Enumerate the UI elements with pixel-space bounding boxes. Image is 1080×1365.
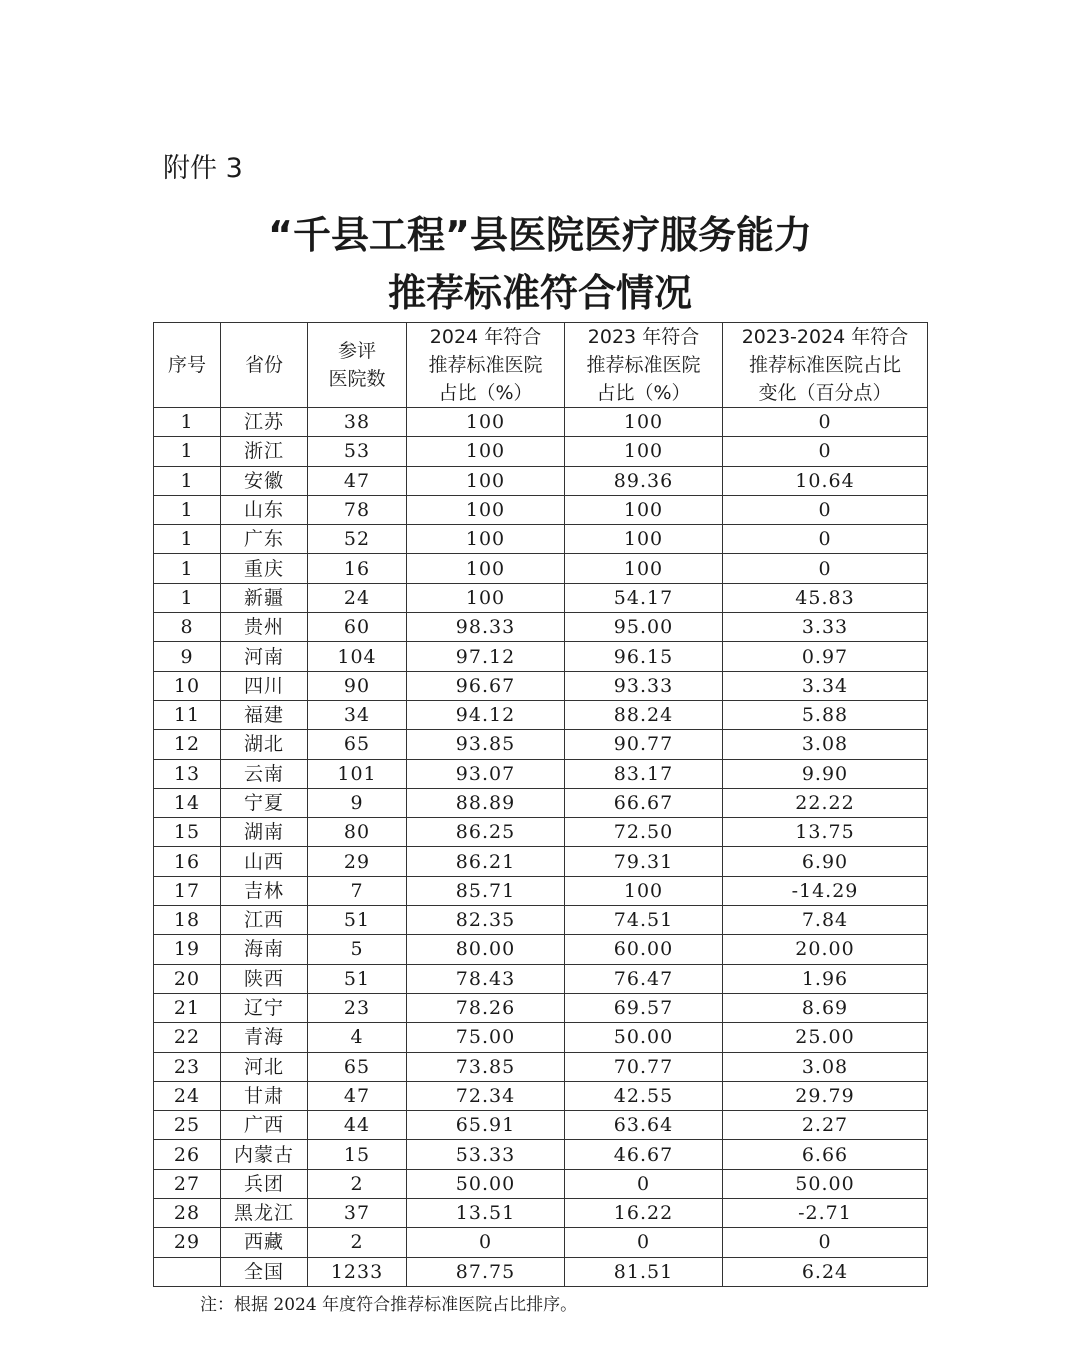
cell-change: 9.90: [723, 759, 928, 788]
cell-change: 0: [723, 554, 928, 583]
cell-change: 3.34: [723, 671, 928, 700]
table-row: [154, 495, 928, 524]
table-row: [154, 1111, 928, 1140]
cell-hospital-count: 47: [308, 1081, 407, 1110]
cell-index: 22: [154, 1023, 221, 1052]
cell-2024-ratio: 0: [407, 1228, 565, 1257]
cell-2024-ratio: 88.89: [407, 788, 565, 817]
cell-2024-ratio: 53.33: [407, 1140, 565, 1169]
cell-index: 28: [154, 1199, 221, 1228]
cell-hospital-count: 23: [308, 993, 407, 1022]
cell-2023-ratio: 63.64: [565, 1111, 723, 1140]
cell-2023-ratio: 100: [565, 495, 723, 524]
cell-hospital-count: 80: [308, 818, 407, 847]
cell-province: 广西: [221, 1111, 308, 1140]
cell-hospital-count: 53: [308, 437, 407, 466]
cell-2023-ratio: 54.17: [565, 583, 723, 612]
cell-index: 16: [154, 847, 221, 876]
cell-index: 13: [154, 759, 221, 788]
cell-2023-ratio: 95.00: [565, 613, 723, 642]
cell-2023-ratio: 90.77: [565, 730, 723, 759]
table-row: [154, 759, 928, 788]
cell-2023-ratio: 0: [565, 1169, 723, 1198]
cell-2023-ratio: 83.17: [565, 759, 723, 788]
cell-index: 18: [154, 906, 221, 935]
cell-index: 24: [154, 1081, 221, 1110]
table-header-row: [154, 323, 928, 408]
cell-province: 山东: [221, 495, 308, 524]
cell-2024-ratio: 93.07: [407, 759, 565, 788]
cell-index: 27: [154, 1169, 221, 1198]
header-hospital-count: 参评 医院数: [308, 323, 407, 408]
cell-index: 17: [154, 876, 221, 905]
cell-province: 云南: [221, 759, 308, 788]
table-row: [154, 408, 928, 437]
table-row: [154, 1257, 928, 1286]
cell-2024-ratio: 100: [407, 525, 565, 554]
cell-province: 贵州: [221, 613, 308, 642]
cell-index: 21: [154, 993, 221, 1022]
cell-2024-ratio: 13.51: [407, 1199, 565, 1228]
cell-2024-ratio: 73.85: [407, 1052, 565, 1081]
cell-index: 11: [154, 700, 221, 729]
cell-2023-ratio: 42.55: [565, 1081, 723, 1110]
cell-index: 15: [154, 818, 221, 847]
cell-change: 1.96: [723, 964, 928, 993]
cell-hospital-count: 9: [308, 788, 407, 817]
cell-province: 黑龙江: [221, 1199, 308, 1228]
cell-province: 山西: [221, 847, 308, 876]
cell-change: 3.08: [723, 730, 928, 759]
cell-index: 29: [154, 1228, 221, 1257]
cell-index: 14: [154, 788, 221, 817]
header-change: 2023-2024 年符合 推荐标准医院占比 变化（百分点）: [723, 323, 928, 408]
cell-2023-ratio: 0: [565, 1228, 723, 1257]
table-row: [154, 1199, 928, 1228]
table-body: [154, 408, 928, 1287]
cell-change: 0: [723, 437, 928, 466]
cell-index: 12: [154, 730, 221, 759]
cell-2024-ratio: 65.91: [407, 1111, 565, 1140]
table-row: [154, 554, 928, 583]
table-row: [154, 525, 928, 554]
cell-change: 20.00: [723, 935, 928, 964]
cell-province: 内蒙古: [221, 1140, 308, 1169]
cell-2023-ratio: 70.77: [565, 1052, 723, 1081]
cell-hospital-count: 37: [308, 1199, 407, 1228]
cell-province: 安徽: [221, 466, 308, 495]
cell-province: 甘肃: [221, 1081, 308, 1110]
cell-2023-ratio: 93.33: [565, 671, 723, 700]
cell-province: 西藏: [221, 1228, 308, 1257]
cell-2023-ratio: 100: [565, 525, 723, 554]
cell-2024-ratio: 100: [407, 408, 565, 437]
cell-change: 0.97: [723, 642, 928, 671]
cell-index: [154, 1257, 221, 1286]
cell-province: 浙江: [221, 437, 308, 466]
cell-hospital-count: 38: [308, 408, 407, 437]
header-index: 序号: [154, 323, 221, 408]
cell-2024-ratio: 86.25: [407, 818, 565, 847]
cell-2024-ratio: 86.21: [407, 847, 565, 876]
cell-change: 0: [723, 408, 928, 437]
cell-2024-ratio: 82.35: [407, 906, 565, 935]
cell-change: 2.27: [723, 1111, 928, 1140]
footnote: 注：根据 2024 年度符合推荐标准医院占比排序。: [200, 1295, 578, 1315]
table-row: [154, 876, 928, 905]
cell-2024-ratio: 97.12: [407, 642, 565, 671]
cell-change: 6.24: [723, 1257, 928, 1286]
cell-2024-ratio: 80.00: [407, 935, 565, 964]
cell-2023-ratio: 69.57: [565, 993, 723, 1022]
cell-2024-ratio: 93.85: [407, 730, 565, 759]
table-row: [154, 730, 928, 759]
cell-hospital-count: 2: [308, 1169, 407, 1198]
cell-2024-ratio: 50.00: [407, 1169, 565, 1198]
cell-2024-ratio: 96.67: [407, 671, 565, 700]
cell-province: 海南: [221, 935, 308, 964]
cell-province: 兵团: [221, 1169, 308, 1198]
cell-change: 25.00: [723, 1023, 928, 1052]
cell-province: 陕西: [221, 964, 308, 993]
cell-2023-ratio: 50.00: [565, 1023, 723, 1052]
table-row: [154, 437, 928, 466]
table-row: [154, 613, 928, 642]
table-row: [154, 906, 928, 935]
cell-hospital-count: 24: [308, 583, 407, 612]
cell-index: 1: [154, 437, 221, 466]
cell-2023-ratio: 89.36: [565, 466, 723, 495]
table-row: [154, 1023, 928, 1052]
cell-hospital-count: 52: [308, 525, 407, 554]
cell-2024-ratio: 72.34: [407, 1081, 565, 1110]
cell-2023-ratio: 88.24: [565, 700, 723, 729]
cell-hospital-count: 2: [308, 1228, 407, 1257]
cell-hospital-count: 90: [308, 671, 407, 700]
cell-2023-ratio: 96.15: [565, 642, 723, 671]
cell-index: 26: [154, 1140, 221, 1169]
cell-province: 宁夏: [221, 788, 308, 817]
cell-hospital-count: 65: [308, 1052, 407, 1081]
table-row: [154, 993, 928, 1022]
cell-province: 重庆: [221, 554, 308, 583]
cell-change: -14.29: [723, 876, 928, 905]
table-row: [154, 1169, 928, 1198]
cell-change: 6.90: [723, 847, 928, 876]
cell-2023-ratio: 100: [565, 554, 723, 583]
cell-change: 8.69: [723, 993, 928, 1022]
cell-hospital-count: 1233: [308, 1257, 407, 1286]
cell-index: 1: [154, 554, 221, 583]
cell-change: 0: [723, 495, 928, 524]
cell-hospital-count: 44: [308, 1111, 407, 1140]
table-row: [154, 1052, 928, 1081]
cell-hospital-count: 5: [308, 935, 407, 964]
header-2023-ratio: 2023 年符合 推荐标准医院 占比（%）: [565, 323, 723, 408]
cell-hospital-count: 29: [308, 847, 407, 876]
cell-2024-ratio: 100: [407, 437, 565, 466]
cell-index: 19: [154, 935, 221, 964]
cell-hospital-count: 65: [308, 730, 407, 759]
cell-hospital-count: 47: [308, 466, 407, 495]
table-row: [154, 671, 928, 700]
table-row: [154, 964, 928, 993]
cell-province: 全国: [221, 1257, 308, 1286]
cell-province: 辽宁: [221, 993, 308, 1022]
cell-change: 0: [723, 1228, 928, 1257]
cell-2024-ratio: 100: [407, 466, 565, 495]
cell-province: 湖北: [221, 730, 308, 759]
attachment-label: 附件 3: [163, 153, 243, 184]
cell-change: 22.22: [723, 788, 928, 817]
cell-2024-ratio: 98.33: [407, 613, 565, 642]
cell-change: 7.84: [723, 906, 928, 935]
cell-index: 1: [154, 583, 221, 612]
cell-2024-ratio: 85.71: [407, 876, 565, 905]
cell-change: 10.64: [723, 466, 928, 495]
cell-2023-ratio: 46.67: [565, 1140, 723, 1169]
cell-hospital-count: 4: [308, 1023, 407, 1052]
cell-2024-ratio: 94.12: [407, 700, 565, 729]
cell-index: 1: [154, 525, 221, 554]
table-row: [154, 583, 928, 612]
cell-2023-ratio: 16.22: [565, 1199, 723, 1228]
cell-province: 江西: [221, 906, 308, 935]
cell-index: 1: [154, 408, 221, 437]
cell-hospital-count: 104: [308, 642, 407, 671]
cell-hospital-count: 7: [308, 876, 407, 905]
cell-hospital-count: 51: [308, 964, 407, 993]
cell-index: 8: [154, 613, 221, 642]
cell-change: 45.83: [723, 583, 928, 612]
document-title-line1: “千县工程”县医院医疗服务能力: [268, 213, 812, 257]
cell-2023-ratio: 81.51: [565, 1257, 723, 1286]
cell-2023-ratio: 72.50: [565, 818, 723, 847]
cell-province: 湖南: [221, 818, 308, 847]
cell-change: -2.71: [723, 1199, 928, 1228]
table-row: [154, 788, 928, 817]
cell-hospital-count: 101: [308, 759, 407, 788]
cell-province: 吉林: [221, 876, 308, 905]
header-province: 省份: [221, 323, 308, 408]
cell-2023-ratio: 60.00: [565, 935, 723, 964]
cell-2023-ratio: 79.31: [565, 847, 723, 876]
cell-province: 河南: [221, 642, 308, 671]
cell-change: 50.00: [723, 1169, 928, 1198]
table-row: [154, 1081, 928, 1110]
cell-2024-ratio: 78.43: [407, 964, 565, 993]
cell-change: 3.08: [723, 1052, 928, 1081]
cell-province: 福建: [221, 700, 308, 729]
cell-change: 6.66: [723, 1140, 928, 1169]
cell-province: 青海: [221, 1023, 308, 1052]
cell-index: 1: [154, 495, 221, 524]
cell-province: 河北: [221, 1052, 308, 1081]
cell-2024-ratio: 78.26: [407, 993, 565, 1022]
cell-hospital-count: 78: [308, 495, 407, 524]
cell-2023-ratio: 100: [565, 437, 723, 466]
document-title-line2: 推荐标准符合情况: [387, 271, 692, 315]
cell-hospital-count: 60: [308, 613, 407, 642]
cell-2024-ratio: 100: [407, 554, 565, 583]
cell-hospital-count: 16: [308, 554, 407, 583]
cell-2024-ratio: 87.75: [407, 1257, 565, 1286]
header-2024-ratio: 2024 年符合 推荐标准医院 占比（%）: [407, 323, 565, 408]
cell-province: 广东: [221, 525, 308, 554]
cell-change: 0: [723, 525, 928, 554]
table-row: [154, 847, 928, 876]
cell-change: 29.79: [723, 1081, 928, 1110]
cell-province: 新疆: [221, 583, 308, 612]
cell-2024-ratio: 100: [407, 583, 565, 612]
cell-hospital-count: 15: [308, 1140, 407, 1169]
cell-hospital-count: 34: [308, 700, 407, 729]
cell-change: 13.75: [723, 818, 928, 847]
table-row: [154, 935, 928, 964]
compliance-table: [153, 322, 928, 1287]
table-row: [154, 700, 928, 729]
cell-index: 1: [154, 466, 221, 495]
cell-2023-ratio: 100: [565, 408, 723, 437]
table-row: [154, 1140, 928, 1169]
cell-change: 3.33: [723, 613, 928, 642]
cell-province: 四川: [221, 671, 308, 700]
cell-index: 23: [154, 1052, 221, 1081]
cell-hospital-count: 51: [308, 906, 407, 935]
cell-2024-ratio: 75.00: [407, 1023, 565, 1052]
table-row: [154, 1228, 928, 1257]
cell-2023-ratio: 76.47: [565, 964, 723, 993]
cell-index: 9: [154, 642, 221, 671]
cell-2023-ratio: 66.67: [565, 788, 723, 817]
table-row: [154, 818, 928, 847]
cell-change: 5.88: [723, 700, 928, 729]
cell-index: 25: [154, 1111, 221, 1140]
cell-2023-ratio: 100: [565, 876, 723, 905]
cell-2023-ratio: 74.51: [565, 906, 723, 935]
cell-index: 10: [154, 671, 221, 700]
cell-province: 江苏: [221, 408, 308, 437]
cell-2024-ratio: 100: [407, 495, 565, 524]
cell-index: 20: [154, 964, 221, 993]
table-row: [154, 642, 928, 671]
table-row: [154, 466, 928, 495]
